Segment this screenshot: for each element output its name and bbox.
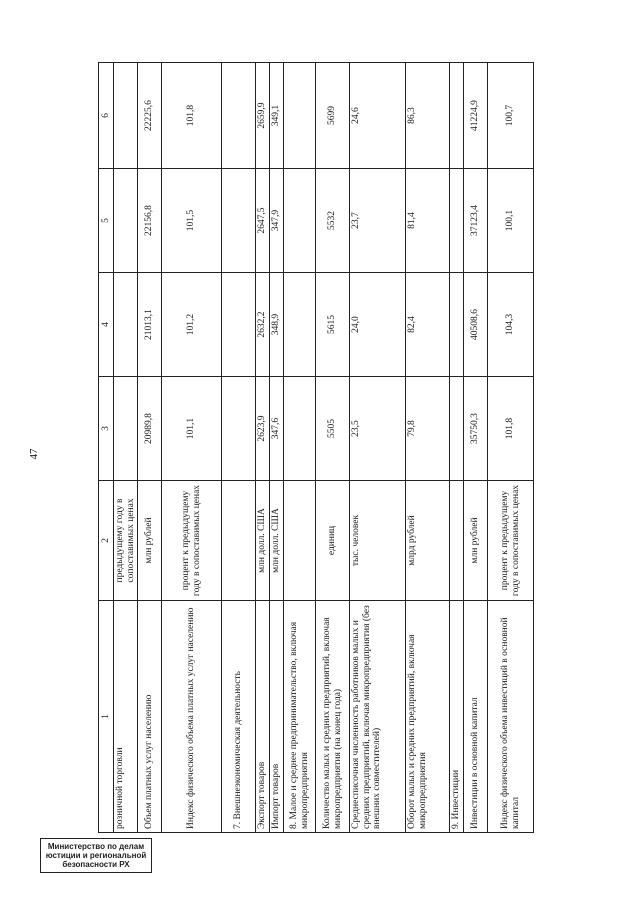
value-cell: 22225,6	[138, 63, 162, 169]
table-body	[114, 63, 534, 833]
value-cell: 81,4	[406, 169, 450, 273]
table-row	[488, 63, 534, 833]
indicator-name-cell: Количество малых и средних предприятий, включая микропредприятия (на конец года)	[316, 601, 350, 833]
unit-cell: предыдущему году в сопоставимых ценах	[114, 481, 138, 601]
value-cell	[284, 63, 316, 169]
value-cell: 2647,5	[256, 169, 270, 273]
table-row	[114, 63, 138, 833]
value-cell: 2623,9	[256, 377, 270, 481]
header-cell: 4	[99, 273, 114, 377]
indicator-name-cell: Объем платных услуг населению	[138, 601, 162, 833]
header-cell: 6	[99, 63, 114, 169]
table-row	[284, 63, 316, 833]
value-cell	[450, 377, 464, 481]
value-cell	[222, 169, 256, 273]
value-cell	[284, 169, 316, 273]
value-cell: 101,2	[162, 273, 222, 377]
value-cell	[114, 377, 138, 481]
value-cell: 41224,9	[464, 63, 488, 169]
value-cell: 2632,2	[256, 273, 270, 377]
value-cell: 24,6	[350, 63, 406, 169]
value-cell: 348,9	[270, 273, 284, 377]
value-cell: 20989,8	[138, 377, 162, 481]
value-cell: 5532	[316, 169, 350, 273]
header-row	[99, 63, 114, 833]
ministry-stamp	[40, 838, 152, 873]
value-cell: 5699	[316, 63, 350, 169]
value-cell: 23,5	[350, 377, 406, 481]
indicators-table	[98, 62, 534, 833]
header-cell: 2	[99, 481, 114, 601]
value-cell: 40508,6	[464, 273, 488, 377]
value-cell	[284, 377, 316, 481]
indicator-name-cell: 9. Инвестиции	[450, 601, 464, 833]
value-cell: 2659,9	[256, 63, 270, 169]
value-cell	[222, 377, 256, 481]
unit-cell: млрд рублей	[406, 481, 450, 601]
table-row	[316, 63, 350, 833]
header-cell: 5	[99, 169, 114, 273]
indicator-name-cell: 8. Малое и среднее предпринимательство, включая микропредприятия	[284, 601, 316, 833]
stamp-line: Министерство по делам	[47, 842, 145, 851]
value-cell: 79,8	[406, 377, 450, 481]
indicator-name-cell: Экспорт товаров	[256, 601, 270, 833]
table-row	[222, 63, 256, 833]
unit-cell: млн долл. США	[270, 481, 284, 601]
unit-cell: тыс. человек	[350, 481, 406, 601]
table-row	[350, 63, 406, 833]
table-row	[138, 63, 162, 833]
value-cell	[114, 273, 138, 377]
value-cell: 101,8	[488, 377, 534, 481]
value-cell: 101,8	[162, 63, 222, 169]
unit-cell: процент к предыдущему году в сопоставимых ценах	[488, 481, 534, 601]
page-number: 47	[28, 448, 40, 460]
table-row	[406, 63, 450, 833]
value-cell: 5505	[316, 377, 350, 481]
value-cell: 104,3	[488, 273, 534, 377]
value-cell: 86,3	[406, 63, 450, 169]
indicator-name-cell: розничной торговли	[114, 601, 138, 833]
stamp-line: безопасности РХ	[62, 860, 130, 869]
unit-cell	[222, 481, 256, 601]
value-cell: 347,9	[270, 169, 284, 273]
value-cell: 101,1	[162, 377, 222, 481]
rotated-table-container	[98, 63, 528, 833]
header-cell: 1	[99, 601, 114, 833]
value-cell	[284, 273, 316, 377]
table-row	[450, 63, 464, 833]
value-cell: 5615	[316, 273, 350, 377]
value-cell: 21013,1	[138, 273, 162, 377]
value-cell	[222, 273, 256, 377]
value-cell	[114, 169, 138, 273]
unit-cell: млн рублей	[464, 481, 488, 601]
unit-cell: процент к предыдущему году в сопоставимых ценах	[162, 481, 222, 601]
indicator-name-cell: Индекс физического объема платных услуг населению	[162, 601, 222, 833]
indicator-name-cell: Среднесписочная численность работников малых и средних предприятий, включая микропредприятия (без внешних совместителей)	[350, 601, 406, 833]
value-cell: 101,5	[162, 169, 222, 273]
stamp-line: юстиции и региональной	[45, 851, 147, 860]
value-cell: 35750,3	[464, 377, 488, 481]
value-cell: 24,0	[350, 273, 406, 377]
indicator-name-cell: 7. Внешнеэкономическая деятельность	[222, 601, 256, 833]
header-cell: 3	[99, 377, 114, 481]
unit-cell	[450, 481, 464, 601]
value-cell: 347,6	[270, 377, 284, 481]
value-cell: 37123,4	[464, 169, 488, 273]
indicator-name-cell: Инвестиции в основной капитал	[464, 601, 488, 833]
unit-cell: млн долл. США	[256, 481, 270, 601]
value-cell	[450, 169, 464, 273]
table-row	[464, 63, 488, 833]
value-cell: 100,1	[488, 169, 534, 273]
indicator-name-cell: Оборот малых и средних предприятий, включая микропредприятия	[406, 601, 450, 833]
value-cell	[114, 63, 138, 169]
value-cell: 100,7	[488, 63, 534, 169]
value-cell: 23,7	[350, 169, 406, 273]
table-row	[256, 63, 270, 833]
indicator-name-cell: Индекс физического объема инвестиций в основной капитал	[488, 601, 534, 833]
table-row	[162, 63, 222, 833]
unit-cell: единиц	[316, 481, 350, 601]
value-cell	[450, 273, 464, 377]
value-cell: 22156,8	[138, 169, 162, 273]
value-cell: 82,4	[406, 273, 450, 377]
value-cell	[222, 63, 256, 169]
unit-cell	[284, 481, 316, 601]
value-cell	[450, 63, 464, 169]
value-cell: 349,1	[270, 63, 284, 169]
table-row	[270, 63, 284, 833]
indicator-name-cell: Импорт товаров	[270, 601, 284, 833]
unit-cell: млн рублей	[138, 481, 162, 601]
